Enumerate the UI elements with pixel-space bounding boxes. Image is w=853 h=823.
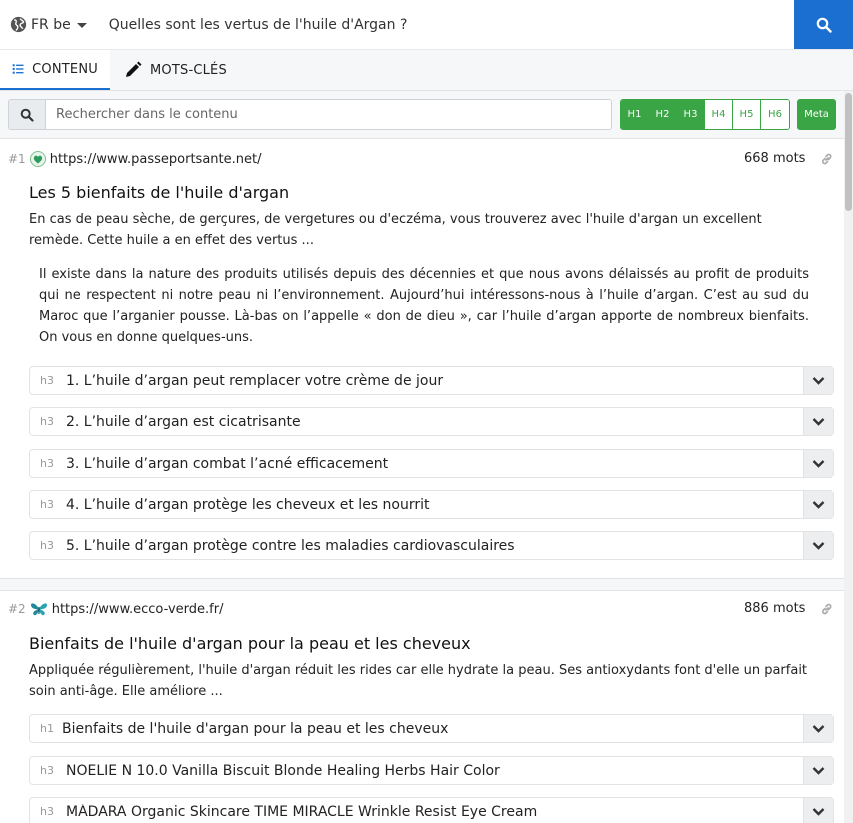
- heading-tag: h3: [40, 457, 54, 470]
- chevron-down-icon: [812, 374, 825, 387]
- heading-text: 5. L’huile d’argan protège contre les maladies cardiovasculaires: [66, 537, 515, 554]
- tab-mots-cles-label: MOTS-CLÉS: [150, 62, 227, 78]
- heading-tag: h3: [40, 805, 54, 818]
- scrollbar[interactable]: [844, 91, 853, 823]
- heading-row[interactable]: [29, 490, 834, 519]
- result-card: [0, 591, 844, 823]
- result-title[interactable]: Les 5 bienfaits de l'huile d'argan: [29, 183, 290, 202]
- caret-down-icon: [77, 20, 87, 30]
- query-input[interactable]: [97, 0, 794, 49]
- content-search: [8, 99, 612, 130]
- expand-button[interactable]: [803, 450, 833, 477]
- result-url[interactable]: https://www.passeportsante.net/: [49, 151, 262, 167]
- heading-row[interactable]: [29, 407, 834, 436]
- search-icon: [816, 17, 832, 33]
- content-search-input[interactable]: [46, 100, 611, 129]
- expand-button[interactable]: [803, 757, 833, 784]
- pencil-icon: [124, 61, 142, 79]
- heading-filter-h3[interactable]: H3: [677, 100, 705, 129]
- result-content: Il existe dans la nature des produits utilisés depuis des décennies et que nous avons délaissés au profit de produits qui ne respectent ni notre peau ni l’environnement. Aujourd’hui intéressons-nous à l’huile d’argan. C’est au sud du Maroc que l’arganier pousse. Là-bas on l’appelle « don de dieu », car l’huile d’argan apporte de nombreux bienfaits. On vous en donne quelques-uns.: [39, 267, 809, 345]
- search-icon: [20, 108, 34, 122]
- link-icon[interactable]: [820, 152, 834, 166]
- heading-row[interactable]: [29, 756, 834, 785]
- heading-tag: h3: [40, 415, 54, 428]
- heading-filter-group: [620, 99, 790, 130]
- heading-tag: h3: [40, 498, 54, 511]
- result-header: [8, 151, 261, 167]
- result-card: [0, 139, 844, 578]
- expand-button[interactable]: [803, 491, 833, 518]
- heading-filter-h2[interactable]: H2: [649, 100, 677, 129]
- heading-tag: h3: [40, 764, 54, 777]
- list-icon: [12, 60, 24, 78]
- expand-button[interactable]: [803, 715, 833, 742]
- result-rank: #2: [8, 602, 26, 616]
- word-count: 668 mots: [744, 151, 806, 166]
- expand-button[interactable]: [803, 408, 833, 435]
- heading-tag: h1: [40, 722, 54, 735]
- chevron-down-icon: [812, 457, 825, 470]
- heading-text: NOELIE N 10.0 Vanilla Biscuit Blonde Healing Herbs Hair Color: [66, 762, 500, 779]
- result-header: [8, 601, 223, 617]
- meta-button[interactable]: Meta: [797, 99, 836, 130]
- content-search-button[interactable]: [9, 100, 46, 129]
- heading-text: MÁDARA Organic Skincare TIME MIRACLE Wrinkle Resist Eye Cream: [66, 803, 538, 820]
- chevron-down-icon: [812, 415, 825, 428]
- search-button[interactable]: [794, 0, 853, 49]
- butterfly-icon: [30, 601, 48, 617]
- heading-row[interactable]: [29, 366, 834, 395]
- chevron-down-icon: [812, 805, 825, 818]
- tab-mots-cles[interactable]: [110, 50, 239, 90]
- chevron-down-icon: [812, 764, 825, 777]
- chevron-down-icon: [812, 722, 825, 735]
- result-separator: [0, 578, 844, 591]
- heading-text: 2. L’huile d’argan est cicatrisante: [66, 413, 301, 430]
- heading-filter-h6[interactable]: H6: [761, 100, 789, 129]
- word-count: 886 mots: [744, 601, 806, 616]
- heading-text: 3. L’huile d’argan combat l’acné efficacement: [66, 455, 389, 472]
- tab-contenu-label: CONTENU: [32, 61, 98, 77]
- expand-button[interactable]: [803, 532, 833, 559]
- locale-label: FR be: [31, 16, 71, 33]
- expand-button[interactable]: [803, 367, 833, 394]
- heading-row[interactable]: [29, 797, 834, 823]
- tab-contenu[interactable]: [0, 50, 110, 90]
- heading-filter-h4[interactable]: H4: [705, 100, 733, 129]
- heading-filter-h5[interactable]: H5: [733, 100, 761, 129]
- result-description: En cas de peau sèche, de gerçures, de vergetures ou d'eczéma, vous trouverez avec l'huile d'argan un excellent remède. Cette huile a en effet des vertus ...: [29, 212, 762, 248]
- result-description: Appliquée régulièrement, l'huile d'argan réduit les rides car elle hydrate la peau. Ses antioxydants font d'elle un parfait soin anti-âge. Elle améliore ...: [29, 663, 808, 699]
- filter-bar: [0, 91, 853, 139]
- search-bar: [0, 0, 853, 49]
- heading-tag: h3: [40, 374, 54, 387]
- heading-text: Bienfaits de l'huile d'argan pour la peau et les cheveux: [62, 720, 449, 737]
- expand-button[interactable]: [803, 798, 833, 823]
- heading-text: 1. L’huile d’argan peut remplacer votre crème de jour: [66, 372, 444, 389]
- locale-selector[interactable]: [0, 0, 97, 49]
- heading-row[interactable]: [29, 449, 834, 478]
- heading-row[interactable]: [29, 714, 834, 743]
- result-title[interactable]: Bienfaits de l'huile d'argan pour la peau et les cheveux: [29, 634, 471, 653]
- chevron-down-icon: [812, 498, 825, 511]
- link-icon[interactable]: [820, 602, 834, 616]
- globe-icon: [10, 16, 27, 33]
- heading-filter-h1[interactable]: H1: [621, 100, 649, 129]
- scrollbar-thumb[interactable]: [845, 93, 852, 211]
- heading-text: 4. L’huile d’argan protège les cheveux et les nourrit: [66, 496, 430, 513]
- tab-bar: [0, 49, 853, 91]
- heading-tag: h3: [40, 539, 54, 552]
- heart-leaf-icon: [30, 151, 46, 167]
- result-url[interactable]: https://www.ecco-verde.fr/: [51, 601, 224, 617]
- chevron-down-icon: [812, 539, 825, 552]
- result-rank: #1: [8, 152, 26, 166]
- heading-row[interactable]: [29, 531, 834, 560]
